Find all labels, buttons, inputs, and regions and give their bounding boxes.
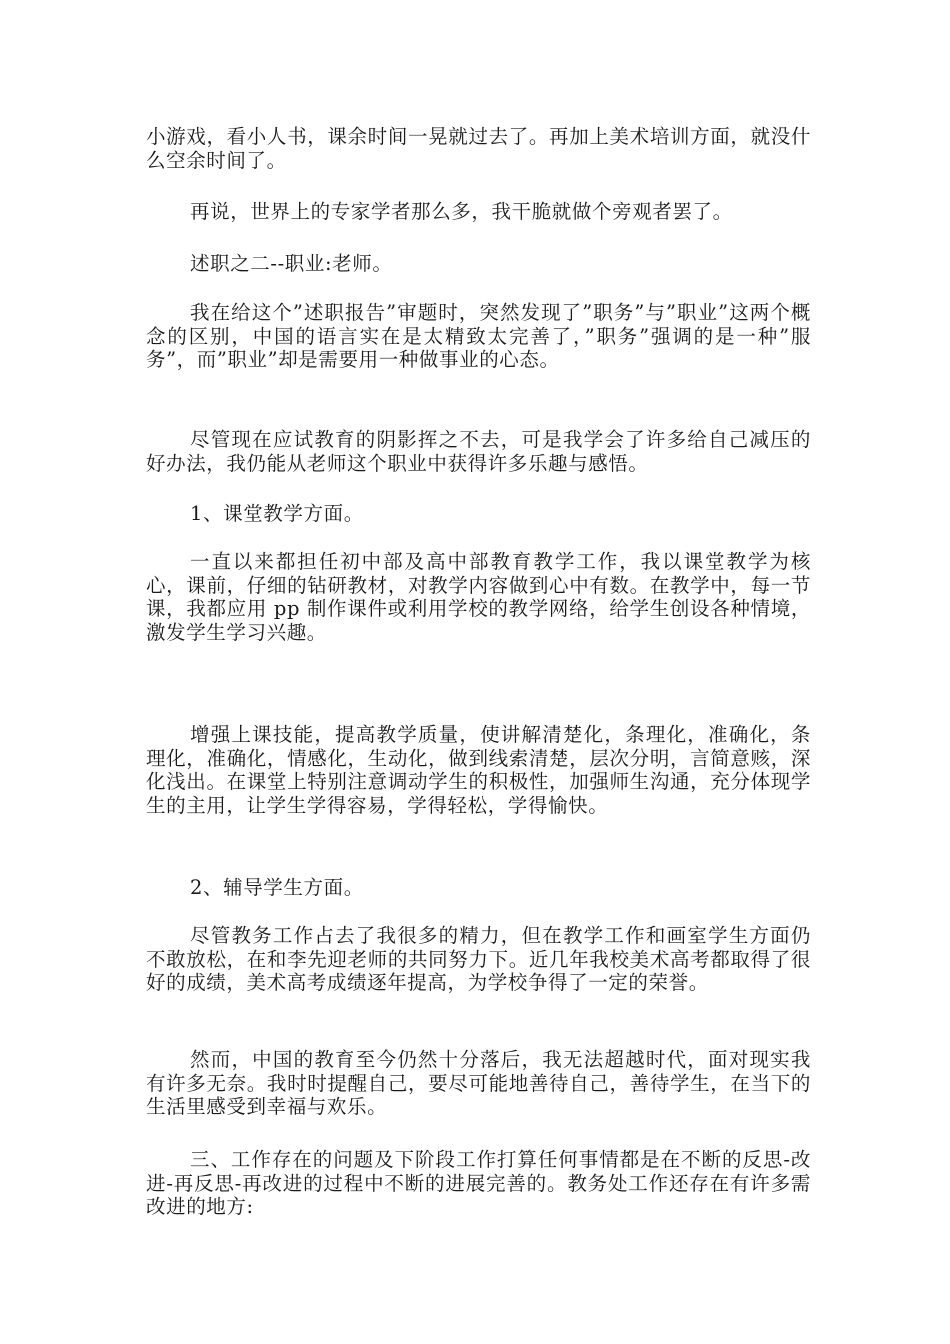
paragraph-11: 然而，中国的教育至今仍然十分落后，我无法超越时代，面对现实我有许多无奈。我时时提醒自己，要尽可能地善待自己，善待学生，在当下的生活里感受到幸福与欢乐。 xyxy=(146,1048,811,1118)
paragraph-1: 小游戏，看小人书，课余时间一晃就过去了。再加上美术培训方面，就没什么空余时间了。 xyxy=(146,125,811,172)
paragraph-4: 我在给这个”述职报告”审题时，突然发现了”职务”与”职业”这两个概念的区别，中国的语言实在是太精致太完善了，”职务”强调的是一种”服务”，而”职业”却是需要用一种做事业的心态。 xyxy=(146,301,811,371)
paragraph-12: 三、工作存在的问题及下阶段工作打算任何事情都是在不断的反思-改进-再反思-再改进的过程中不断的进展完善的。教务处工作还存在有许多需改进的地方: xyxy=(146,1148,811,1218)
paragraph-9: 2、辅导学生方面。 xyxy=(190,876,364,899)
paragraph-8: 增强上课技能，提高教学质量，使讲解清楚化，条理化，准确化，条理化，准确化，情感化，生动化，做到线索清楚，层次分明，言简意赅，深化浅出。在课堂上特别注意调动学生的积极性，加强师生沟通，充分体现学生的主用，让学生学得容易，学得轻松，学得愉快。 xyxy=(146,723,811,817)
paragraph-10: 尽管教务工作占去了我很多的精力，但在教学工作和画室学生方面仍不敢放松，在和李先迎老师的共同努力下。近几年我校美术高考都取得了很好的成绩，美术高考成绩逐年提高，为学校争得了一定的荣誉。 xyxy=(146,924,811,994)
paragraph-6: 1、课堂教学方面。 xyxy=(190,502,364,525)
paragraph-5: 尽管现在应试教育的阴影挥之不去，可是我学会了许多给自己减压的好办法，我仍能从老师这个职业中获得许多乐趣与感悟。 xyxy=(146,428,811,475)
paragraph-3: 述职之二--职业:老师。 xyxy=(190,252,393,275)
paragraph-2: 再说，世界上的专家学者那么多，我干脆就做个旁观者罢了。 xyxy=(190,200,733,223)
paragraph-7: 一直以来都担任初中部及高中部教育教学工作，我以课堂教学为核心，课前，仔细的钻研教材，对教学内容做到心中有数。在教学中，每一节课，我都应用 pp 制作课件或利用学校的教学网络，给学生创设各种情境，激发学生学习兴趣。 xyxy=(146,550,811,644)
